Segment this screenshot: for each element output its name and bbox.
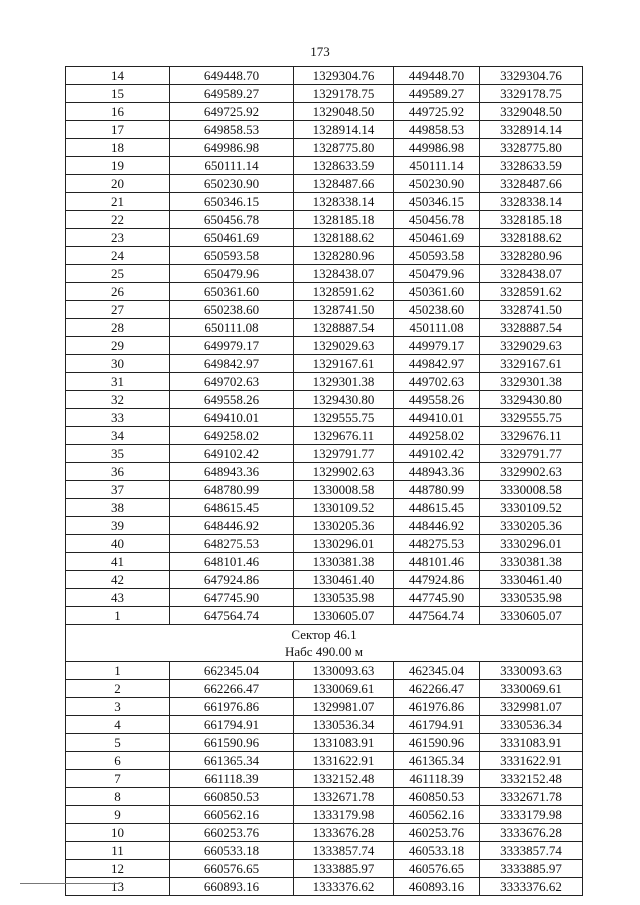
x-coord-cell: 660562.16 [170,806,294,824]
x-coord-cell: 650361.60 [170,283,294,301]
point-number-cell: 6 [66,752,170,770]
y-coord-cell: 1328487.66 [294,175,394,193]
point-number-cell: 43 [66,589,170,607]
point-number-cell: 22 [66,211,170,229]
y-local-cell: 3330069.61 [480,680,583,698]
point-number-cell: 29 [66,337,170,355]
x-local-cell: 450111.08 [394,319,480,337]
point-number-cell: 30 [66,355,170,373]
y-local-cell: 3329029.63 [480,337,583,355]
point-number-cell: 17 [66,121,170,139]
x-local-cell: 461794.91 [394,716,480,734]
y-local-cell: 3328280.96 [480,247,583,265]
point-number-cell: 25 [66,265,170,283]
point-number-cell: 21 [66,193,170,211]
point-number-cell: 28 [66,319,170,337]
y-coord-cell: 1329029.63 [294,337,394,355]
table-row [66,67,583,85]
table-row [66,283,583,301]
table-row [66,85,583,103]
x-local-cell: 450361.60 [394,283,480,301]
table-row [66,589,583,607]
table-row [66,121,583,139]
point-number-cell: 8 [66,788,170,806]
y-local-cell: 3330536.34 [480,716,583,734]
point-number-cell: 19 [66,157,170,175]
table-row [66,301,583,319]
x-coord-cell: 650456.78 [170,211,294,229]
table-row [66,193,583,211]
y-local-cell: 3330605.07 [480,607,583,625]
y-local-cell: 3333376.62 [480,878,583,896]
y-local-cell: 3328188.62 [480,229,583,247]
x-coord-cell: 649858.53 [170,121,294,139]
point-number-cell: 26 [66,283,170,301]
sector-title: Сектор 46.1 [291,627,357,642]
y-coord-cell: 1330205.36 [294,517,394,535]
y-local-cell: 3328775.80 [480,139,583,157]
y-local-cell: 3330381.38 [480,553,583,571]
table-row [66,391,583,409]
table-row [66,662,583,680]
table-row [66,517,583,535]
x-local-cell: 460893.16 [394,878,480,896]
x-coord-cell: 649410.01 [170,409,294,427]
y-local-cell: 3333857.74 [480,842,583,860]
table-row [66,716,583,734]
point-number-cell: 5 [66,734,170,752]
y-coord-cell: 1333857.74 [294,842,394,860]
x-local-cell: 449725.92 [394,103,480,121]
y-local-cell: 3330296.01 [480,535,583,553]
point-number-cell: 39 [66,517,170,535]
x-coord-cell: 650111.08 [170,319,294,337]
point-number-cell: 14 [66,67,170,85]
table-row [66,878,583,896]
table-row [66,427,583,445]
sector-height: Набс 490.00 м [284,644,364,659]
point-number-cell: 3 [66,698,170,716]
y-coord-cell: 1328188.62 [294,229,394,247]
table-row [66,229,583,247]
x-local-cell: 460533.18 [394,842,480,860]
y-local-cell: 3328591.62 [480,283,583,301]
point-number-cell: 36 [66,463,170,481]
y-coord-cell: 1329555.75 [294,409,394,427]
table-row [66,103,583,121]
table-row [66,499,583,517]
x-local-cell: 450238.60 [394,301,480,319]
y-local-cell: 3329902.63 [480,463,583,481]
table-row [66,770,583,788]
coordinates-table-body [66,67,583,896]
y-local-cell: 3330109.52 [480,499,583,517]
y-local-cell: 3328633.59 [480,157,583,175]
x-local-cell: 450230.90 [394,175,480,193]
y-coord-cell: 1328185.18 [294,211,394,229]
y-coord-cell: 1328633.59 [294,157,394,175]
point-number-cell: 35 [66,445,170,463]
y-coord-cell: 1328775.80 [294,139,394,157]
x-coord-cell: 648101.46 [170,553,294,571]
table-row [66,571,583,589]
table-row [66,157,583,175]
x-local-cell: 449986.98 [394,139,480,157]
x-local-cell: 449410.01 [394,409,480,427]
x-local-cell: 447564.74 [394,607,480,625]
x-local-cell: 448943.36 [394,463,480,481]
x-local-cell: 449858.53 [394,121,480,139]
x-local-cell: 450456.78 [394,211,480,229]
point-number-cell: 31 [66,373,170,391]
table-row [66,806,583,824]
table-row [66,463,583,481]
x-local-cell: 449979.17 [394,337,480,355]
table-row [66,481,583,499]
y-coord-cell: 1328741.50 [294,301,394,319]
table-row [66,445,583,463]
x-coord-cell: 661590.96 [170,734,294,752]
y-coord-cell: 1330605.07 [294,607,394,625]
footnote-rule [20,883,120,884]
point-number-cell: 4 [66,716,170,734]
x-local-cell: 449589.27 [394,85,480,103]
x-coord-cell: 649702.63 [170,373,294,391]
x-coord-cell: 647924.86 [170,571,294,589]
y-coord-cell: 1329178.75 [294,85,394,103]
x-local-cell: 460850.53 [394,788,480,806]
y-coord-cell: 1330109.52 [294,499,394,517]
y-coord-cell: 1328280.96 [294,247,394,265]
y-local-cell: 3329791.77 [480,445,583,463]
x-coord-cell: 649842.97 [170,355,294,373]
table-row [66,535,583,553]
y-coord-cell: 1333376.62 [294,878,394,896]
point-number-cell: 34 [66,427,170,445]
point-number-cell: 23 [66,229,170,247]
y-coord-cell: 1328591.62 [294,283,394,301]
y-coord-cell: 1333676.28 [294,824,394,842]
point-number-cell: 33 [66,409,170,427]
y-coord-cell: 1333179.98 [294,806,394,824]
x-coord-cell: 661976.86 [170,698,294,716]
x-coord-cell: 660893.16 [170,878,294,896]
x-coord-cell: 648780.99 [170,481,294,499]
y-local-cell: 3329048.50 [480,103,583,121]
point-number-cell: 38 [66,499,170,517]
point-number-cell: 1 [66,607,170,625]
sector-header-row [66,625,583,662]
y-coord-cell: 1333885.97 [294,860,394,878]
table-row [66,319,583,337]
coordinates-table [65,66,583,896]
x-local-cell: 448101.46 [394,553,480,571]
y-local-cell: 3330461.40 [480,571,583,589]
y-local-cell: 3333676.28 [480,824,583,842]
point-number-cell: 27 [66,301,170,319]
page-number: 173 [310,44,330,59]
x-local-cell: 450593.58 [394,247,480,265]
point-number-cell: 11 [66,842,170,860]
table-row [66,752,583,770]
point-number-cell: 20 [66,175,170,193]
y-coord-cell: 1330461.40 [294,571,394,589]
table-row [66,842,583,860]
x-coord-cell: 647745.90 [170,589,294,607]
point-number-cell: 2 [66,680,170,698]
y-local-cell: 3329167.61 [480,355,583,373]
point-number-cell: 16 [66,103,170,121]
y-local-cell: 3328887.54 [480,319,583,337]
x-local-cell: 460562.16 [394,806,480,824]
y-local-cell: 3331083.91 [480,734,583,752]
point-number-cell: 9 [66,806,170,824]
y-local-cell: 3329178.75 [480,85,583,103]
y-coord-cell: 1331622.91 [294,752,394,770]
point-number-cell: 41 [66,553,170,571]
x-coord-cell: 649725.92 [170,103,294,121]
x-local-cell: 460576.65 [394,860,480,878]
table-row [66,247,583,265]
x-coord-cell: 660850.53 [170,788,294,806]
table-row [66,698,583,716]
y-local-cell: 3331622.91 [480,752,583,770]
x-local-cell: 448275.53 [394,535,480,553]
x-coord-cell: 661365.34 [170,752,294,770]
x-local-cell: 461976.86 [394,698,480,716]
y-local-cell: 3329555.75 [480,409,583,427]
x-coord-cell: 649558.26 [170,391,294,409]
y-coord-cell: 1329430.80 [294,391,394,409]
table-row [66,265,583,283]
x-local-cell: 461118.39 [394,770,480,788]
y-local-cell: 3329981.07 [480,698,583,716]
y-local-cell: 3328914.14 [480,121,583,139]
x-local-cell: 449842.97 [394,355,480,373]
y-coord-cell: 1330535.98 [294,589,394,607]
table-row [66,337,583,355]
x-local-cell: 450346.15 [394,193,480,211]
y-coord-cell: 1329048.50 [294,103,394,121]
point-number-cell: 1 [66,662,170,680]
x-coord-cell: 662345.04 [170,662,294,680]
y-local-cell: 3329304.76 [480,67,583,85]
x-local-cell: 450461.69 [394,229,480,247]
y-coord-cell: 1329676.11 [294,427,394,445]
y-coord-cell: 1329304.76 [294,67,394,85]
x-coord-cell: 660533.18 [170,842,294,860]
y-coord-cell: 1328438.07 [294,265,394,283]
y-local-cell: 3328487.66 [480,175,583,193]
sector-header [66,625,583,662]
x-coord-cell: 649979.17 [170,337,294,355]
x-local-cell: 449102.42 [394,445,480,463]
x-local-cell: 448780.99 [394,481,480,499]
y-coord-cell: 1328914.14 [294,121,394,139]
y-local-cell: 3329301.38 [480,373,583,391]
y-coord-cell: 1332671.78 [294,788,394,806]
y-coord-cell: 1329791.77 [294,445,394,463]
table-row [66,355,583,373]
table-row [66,860,583,878]
x-coord-cell: 649986.98 [170,139,294,157]
table-row [66,553,583,571]
x-coord-cell: 648943.36 [170,463,294,481]
y-coord-cell: 1330296.01 [294,535,394,553]
point-number-cell: 40 [66,535,170,553]
x-local-cell: 449558.26 [394,391,480,409]
x-local-cell: 448446.92 [394,517,480,535]
table-row [66,680,583,698]
x-local-cell: 449448.70 [394,67,480,85]
x-local-cell: 461365.34 [394,752,480,770]
point-number-cell: 42 [66,571,170,589]
y-coord-cell: 1330008.58 [294,481,394,499]
x-coord-cell: 649589.27 [170,85,294,103]
table-row [66,607,583,625]
y-coord-cell: 1329167.61 [294,355,394,373]
y-coord-cell: 1330069.61 [294,680,394,698]
x-coord-cell: 650593.58 [170,247,294,265]
y-coord-cell: 1329301.38 [294,373,394,391]
x-coord-cell: 650111.14 [170,157,294,175]
y-coord-cell: 1332152.48 [294,770,394,788]
y-coord-cell: 1328338.14 [294,193,394,211]
x-local-cell: 461590.96 [394,734,480,752]
x-local-cell: 447745.90 [394,589,480,607]
point-number-cell: 15 [66,85,170,103]
x-local-cell: 449258.02 [394,427,480,445]
y-local-cell: 3329676.11 [480,427,583,445]
x-local-cell: 462266.47 [394,680,480,698]
x-coord-cell: 662266.47 [170,680,294,698]
y-coord-cell: 1330093.63 [294,662,394,680]
x-coord-cell: 650461.69 [170,229,294,247]
x-coord-cell: 650346.15 [170,193,294,211]
y-coord-cell: 1330381.38 [294,553,394,571]
point-number-cell: 18 [66,139,170,157]
point-number-cell: 32 [66,391,170,409]
y-local-cell: 3330535.98 [480,589,583,607]
y-local-cell: 3329430.80 [480,391,583,409]
y-coord-cell: 1329902.63 [294,463,394,481]
table-row [66,409,583,427]
y-local-cell: 3332671.78 [480,788,583,806]
table-row [66,373,583,391]
x-coord-cell: 649448.70 [170,67,294,85]
y-local-cell: 3330008.58 [480,481,583,499]
table-row [66,788,583,806]
x-local-cell: 450479.96 [394,265,480,283]
x-local-cell: 448615.45 [394,499,480,517]
x-local-cell: 450111.14 [394,157,480,175]
x-coord-cell: 660576.65 [170,860,294,878]
x-coord-cell: 649102.42 [170,445,294,463]
table-row [66,175,583,193]
x-coord-cell: 650238.60 [170,301,294,319]
x-coord-cell: 648446.92 [170,517,294,535]
x-local-cell: 447924.86 [394,571,480,589]
point-number-cell: 7 [66,770,170,788]
point-number-cell: 24 [66,247,170,265]
table-row [66,139,583,157]
y-local-cell: 3328438.07 [480,265,583,283]
x-coord-cell: 648615.45 [170,499,294,517]
y-local-cell: 3333179.98 [480,806,583,824]
x-coord-cell: 647564.74 [170,607,294,625]
x-local-cell: 460253.76 [394,824,480,842]
point-number-cell: 10 [66,824,170,842]
x-coord-cell: 661794.91 [170,716,294,734]
y-local-cell: 3328741.50 [480,301,583,319]
x-coord-cell: 649258.02 [170,427,294,445]
y-local-cell: 3333885.97 [480,860,583,878]
point-number-cell: 37 [66,481,170,499]
x-coord-cell: 650230.90 [170,175,294,193]
x-coord-cell: 650479.96 [170,265,294,283]
y-coord-cell: 1328887.54 [294,319,394,337]
x-coord-cell: 648275.53 [170,535,294,553]
y-coord-cell: 1330536.34 [294,716,394,734]
point-number-cell: 12 [66,860,170,878]
y-local-cell: 3328338.14 [480,193,583,211]
y-local-cell: 3332152.48 [480,770,583,788]
x-coord-cell: 660253.76 [170,824,294,842]
table-row [66,734,583,752]
x-local-cell: 462345.04 [394,662,480,680]
y-local-cell: 3330205.36 [480,517,583,535]
x-coord-cell: 661118.39 [170,770,294,788]
x-local-cell: 449702.63 [394,373,480,391]
table-row [66,211,583,229]
point-number-cell: 13 [66,878,170,896]
y-coord-cell: 1329981.07 [294,698,394,716]
y-local-cell: 3330093.63 [480,662,583,680]
table-row [66,824,583,842]
y-coord-cell: 1331083.91 [294,734,394,752]
y-local-cell: 3328185.18 [480,211,583,229]
